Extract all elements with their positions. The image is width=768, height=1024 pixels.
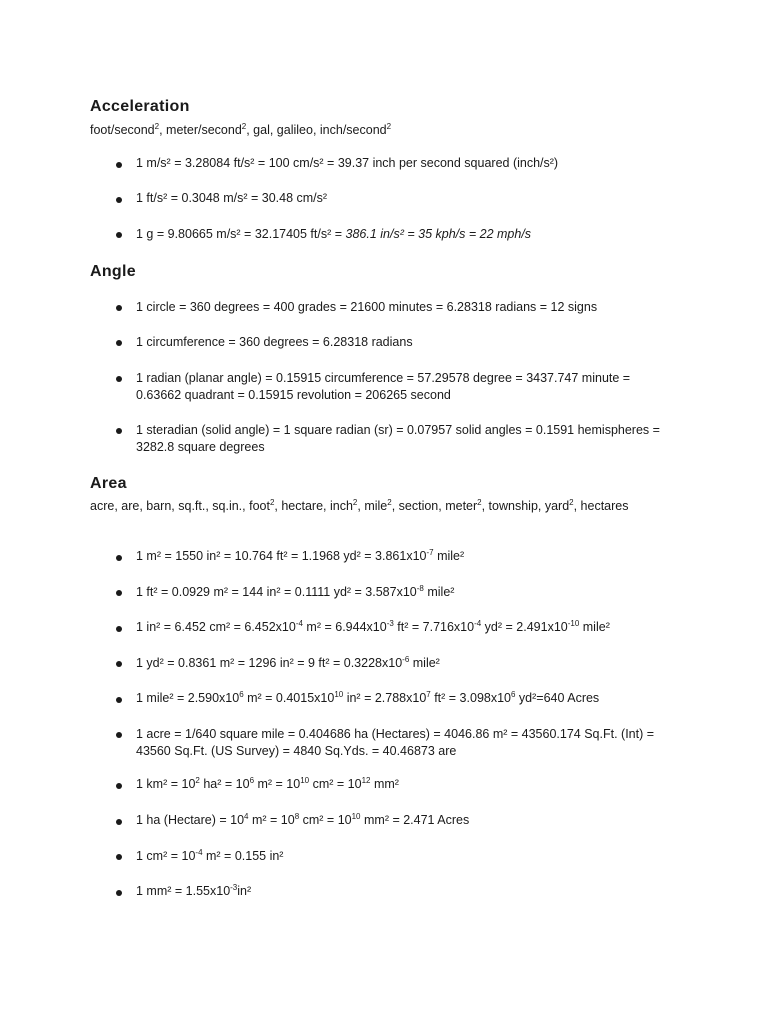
bullet-icon [116, 162, 122, 168]
bullet-icon [116, 783, 122, 789]
area-item-9: 1 $cm^2 = 10^{-4}$ m² = 0.155 in² [136, 848, 284, 863]
bullet-icon [116, 232, 122, 238]
area-item-6: 1 acre = 1/640 square mile = 0.404686 ha (Hectares) = 4046.86 m² = 43560.174 Sq.Ft. (Int) = 43560 Sq.Ft. (US Survey) = 4840 Sq.Yds. = 40.46873 are [136, 727, 655, 758]
angle-item-4: 1 steradian (solid angle) = 1 square radian (sr) = 0.07957 solid angles = 0.1591 hemispheres = 3282.8 square degrees [136, 423, 660, 454]
bullet-icon [116, 890, 122, 896]
acceleration-units: foot/second$^2$, meter/second$^2$, gal, galileo, inch/second$^2$ [90, 122, 392, 137]
area-item-10: 1 $mm^2 = 1.55x10^{-3}in^2$ [136, 883, 252, 898]
bullet-icon [116, 819, 122, 825]
area-item-7: 1 $km^2 = 10^2$ $ha^2 = 10^6$ $m^2 = 10^{10}$ $cm^2 = 10^{12}$ mm² [136, 776, 399, 791]
bullet-icon [116, 340, 122, 346]
angle-item-3: 1 radian (planar angle) = 0.15915 circumference = 57.29578 degree = 3437.747 minute = 0.63662 quadrant = 0.15915 revolution = 206265 second [136, 371, 631, 402]
bullet-icon [116, 661, 122, 667]
acceleration-item-1: 1 m/s² = 3.28084 ft/s² = 100 cm/s² = 39.37 inch per second squared (inch/s²) [136, 156, 559, 170]
bullet-icon [116, 697, 122, 703]
area-item-5: 1 mile² = $2.590x10^6$ $m^2 = 0.4015x10^{10}$ $in^2 = 2.788x10^7$ $ft^2 = 3.098x10^6$ yd²=640 Acres [136, 690, 600, 705]
area-item-8: 1 ha (Hectare) = $10^4$ $m^2 = 10^8$ $cm^2 = 10^{10}$ mm² = 2.471 Acres [136, 812, 470, 827]
bullet-icon [116, 590, 122, 596]
heading-angle: Angle [90, 263, 136, 280]
bullet-icon [116, 854, 122, 860]
bullet-icon [116, 626, 122, 632]
bullet-icon [116, 197, 122, 203]
bullet-icon [116, 376, 122, 382]
bullet-icon [116, 428, 122, 434]
bullet-icon [116, 555, 122, 561]
area-item-1: 1 m² = 1550 in² = 10.764 ft² = 1.1968 $yd^2 = 3.861x10^{-7}$ mile² [136, 548, 465, 563]
area-item-3: 1 in² = 6.452 $cm^2 = 6.452x10^{-4}$ $m^2 = 6.944x10^{-3}$ $ft^2 = 7.716x10^{-4}$ $yd^2 = 2.491x10^{-10}$ mile² [136, 619, 610, 634]
area-item-4: 1 yd² = 0.8361 m² = 1296 in² = 9 $ft^2 = 0.3228x10^{-6}$ mile² [136, 655, 440, 670]
angle-item-2: 1 circumference = 360 degrees = 6.28318 radians [136, 335, 413, 349]
acceleration-item-2: 1 ft/s² = 0.3048 m/s² = 30.48 cm/s² [136, 191, 328, 205]
angle-item-1: 1 circle = 360 degrees = 400 grades = 21600 minutes = 6.28318 radians = 12 signs [136, 300, 598, 314]
heading-area: Area [90, 475, 127, 492]
heading-acceleration: Acceleration [90, 98, 190, 115]
area-units: acre, are, barn, sq.ft., sq.in., foot$^2$, hectare, inch$^2$, mile$^2$, section, meter$^2$, township, yard$^2$, hectares [90, 498, 629, 513]
bullet-icon [116, 305, 122, 311]
area-item-2: 1 ft² = 0.0929 m² = 144 in² = 0.1111 $yd^2 = 3.587x10^{-8}$ mile² [136, 584, 455, 599]
bullet-icon [116, 732, 122, 738]
acceleration-item-3: 1 g = 9.80665 m/s² = 32.17405 ft/s² = 386.1 in/s² = 35 kph/s = 22 mph/s [136, 227, 532, 241]
